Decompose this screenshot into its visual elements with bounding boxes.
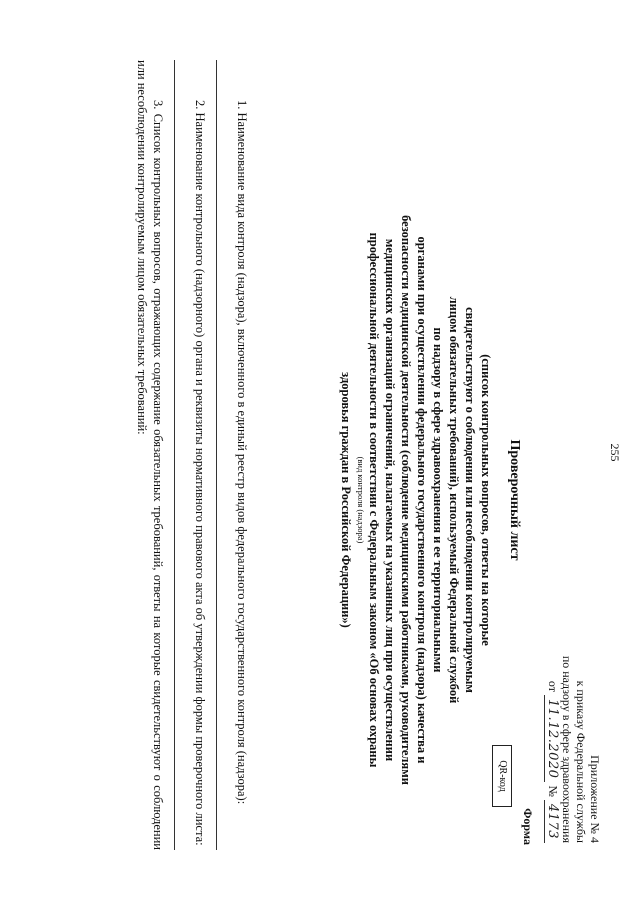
subtitle-line-2: свидетельствуют о соблюдении или несоблюдении контролируемым — [463, 307, 477, 693]
number-prefix: № — [546, 785, 560, 797]
paragraph-1: 1. Наименование вида контроля (надзора), включенного в единый реестр видов федерального государственного контроля (надзора): — [235, 100, 249, 805]
fill-in-line-2 — [174, 60, 191, 850]
subtitle-final-line: здоровья граждан в Российской Федерации») — [339, 372, 353, 628]
appendix-line-2: к приказу Федеральной службы — [574, 680, 588, 843]
subtitle-line-3: лицом обязательных требований), используемый Федеральной службой — [447, 296, 461, 704]
appendix-line-3: по надзору в сфере здравоохранения — [560, 655, 574, 843]
page-number: 255 — [608, 443, 622, 462]
handwritten-date: 11.12.2020 — [544, 695, 560, 782]
control-type-caption: (вид контроля (надзора) — [356, 456, 366, 544]
subtitle-line-8: профессиональной деятельности в соответствии с Федеральным законом «Об основах охраны — [367, 232, 381, 768]
form-label: Форма — [521, 808, 535, 845]
subtitle-line-4: по надзору в сфере здравоохранения и ее территориальными — [431, 327, 445, 673]
document-title-block — [338, 200, 522, 800]
subtitle-line-7: медицинских организаций ограничений, налагаемых на указанных лиц при осуществлении — [383, 238, 397, 762]
qr-code-box: QR-код — [492, 745, 512, 807]
fill-in-line-1 — [216, 60, 233, 850]
handwritten-number: 4173 — [544, 800, 560, 843]
subtitle-line-5: органами при осуществлении федерального государственного контроля (надзора) качества и — [415, 236, 429, 764]
document-body — [134, 60, 250, 850]
paragraph-2: 2. Наименование контрольного (надзорного) органа и реквизиты нормативного правового акта об утверждении формы проверочного листа: — [193, 100, 207, 846]
date-prefix: от — [546, 680, 560, 693]
main-title: Проверочный лист — [507, 439, 522, 561]
subtitle-line-1: (список контрольных вопросов, ответы на которые — [479, 354, 493, 646]
subtitle-line-6: безопасности медицинской деятельности (соблюдение медицинскими работниками, руководителями — [399, 215, 413, 785]
paragraph-3: 3. Список контрольных вопросов, отражающих содержание обязательных требований, ответы на которые свидетельствуют о соблюдении или несоблюдении контролируемым лицом обязательных требований: — [135, 60, 165, 850]
appendix-block — [545, 613, 602, 843]
appendix-line-1: Приложение № 4 — [588, 755, 602, 843]
appendix-date-line — [545, 613, 560, 843]
